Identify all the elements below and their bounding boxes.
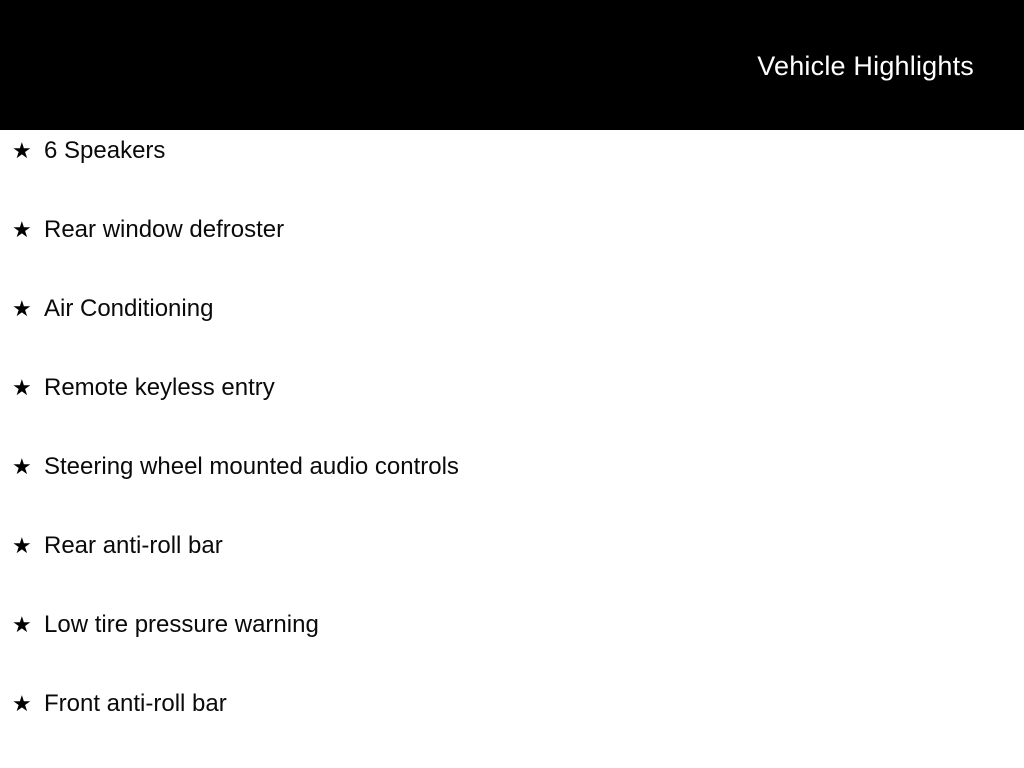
feature-label: Low tire pressure warning (44, 611, 319, 638)
list-item (0, 288, 1024, 367)
list-item (0, 446, 1024, 525)
list-item (0, 683, 1024, 762)
feature-label: Remote keyless entry (44, 374, 275, 401)
star-icon: ★ (12, 691, 32, 716)
vehicle-features-list (0, 130, 1024, 762)
list-item (0, 367, 1024, 446)
list-item (0, 525, 1024, 604)
feature-label: Rear anti-roll bar (44, 532, 223, 559)
star-icon: ★ (12, 375, 32, 400)
star-icon: ★ (12, 533, 32, 558)
feature-label: Air Conditioning (44, 295, 214, 322)
star-icon: ★ (12, 217, 32, 242)
list-item (0, 209, 1024, 288)
star-icon: ★ (12, 138, 32, 163)
star-icon: ★ (12, 296, 32, 321)
feature-label: 6 Speakers (44, 137, 166, 164)
list-item (0, 604, 1024, 683)
page-title: Vehicle Highlights (757, 51, 974, 81)
feature-label: Steering wheel mounted audio controls (44, 453, 459, 480)
star-icon: ★ (12, 612, 32, 637)
star-icon: ★ (12, 454, 32, 479)
header-bar (0, 0, 1024, 130)
feature-label: Front anti-roll bar (44, 690, 227, 717)
feature-label: Rear window defroster (44, 216, 285, 243)
list-item (0, 130, 1024, 209)
